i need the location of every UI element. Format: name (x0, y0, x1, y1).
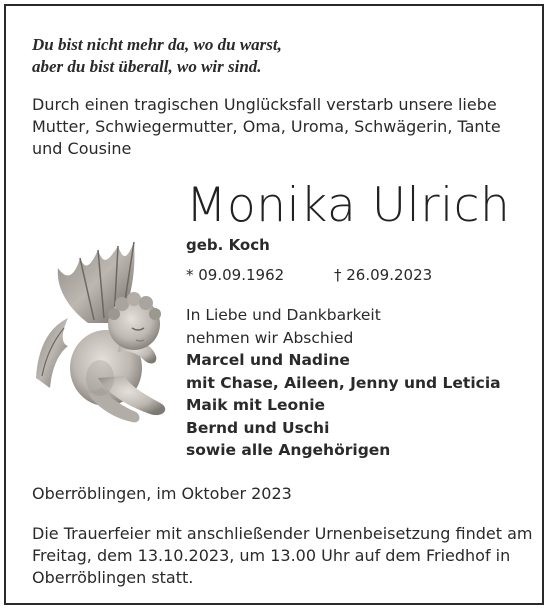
deceased-name: Monika Ulrich (186, 178, 511, 233)
motto-verse (32, 34, 512, 78)
mourner-name: sowie alle Angehörigen (186, 441, 391, 459)
life-dates (186, 264, 486, 286)
mourners-line-2: nehmen wir Abschied (186, 328, 354, 347)
intro-text: Durch einen tragischen Unglücksfall verstarb unsere liebe Mutter, Schwiegermutter, Oma, Uroma, Schwägerin, Tante und Cousine (32, 95, 501, 158)
mourners-block (186, 304, 526, 462)
obituary-card (4, 4, 544, 605)
mourner-name: Bernd und Uschi (186, 418, 330, 437)
mourner-name: mit Chase, Aileen, Jenny und Leticia (186, 373, 501, 392)
mourners-line-1: In Liebe und Dankbarkeit (186, 306, 381, 324)
death-date: † 26.09.2023 (334, 266, 433, 284)
mourner-name: Maik mit Leonie (186, 396, 326, 414)
maiden-name: geb. Koch (186, 236, 270, 254)
place-and-date: Oberröblingen, im Oktober 2023 (32, 484, 292, 503)
birth-date: * 09.09.1962 (186, 266, 285, 284)
funeral-service-info: Die Trauerfeier mit anschließender Urnenbeisetzung findet am Freitag, dem 13.10.2023, um 13.00 Uhr auf dem Friedhof in Oberröblingen statt. (32, 524, 533, 587)
sleeping-angel-icon (28, 228, 184, 428)
mourner-name: Marcel und Nadine (186, 351, 350, 369)
motto-line-2: aber du bist überall, wo wir sind. (32, 57, 262, 76)
motto-line-1: Du bist nicht mehr da, wo du warst, (32, 35, 282, 54)
